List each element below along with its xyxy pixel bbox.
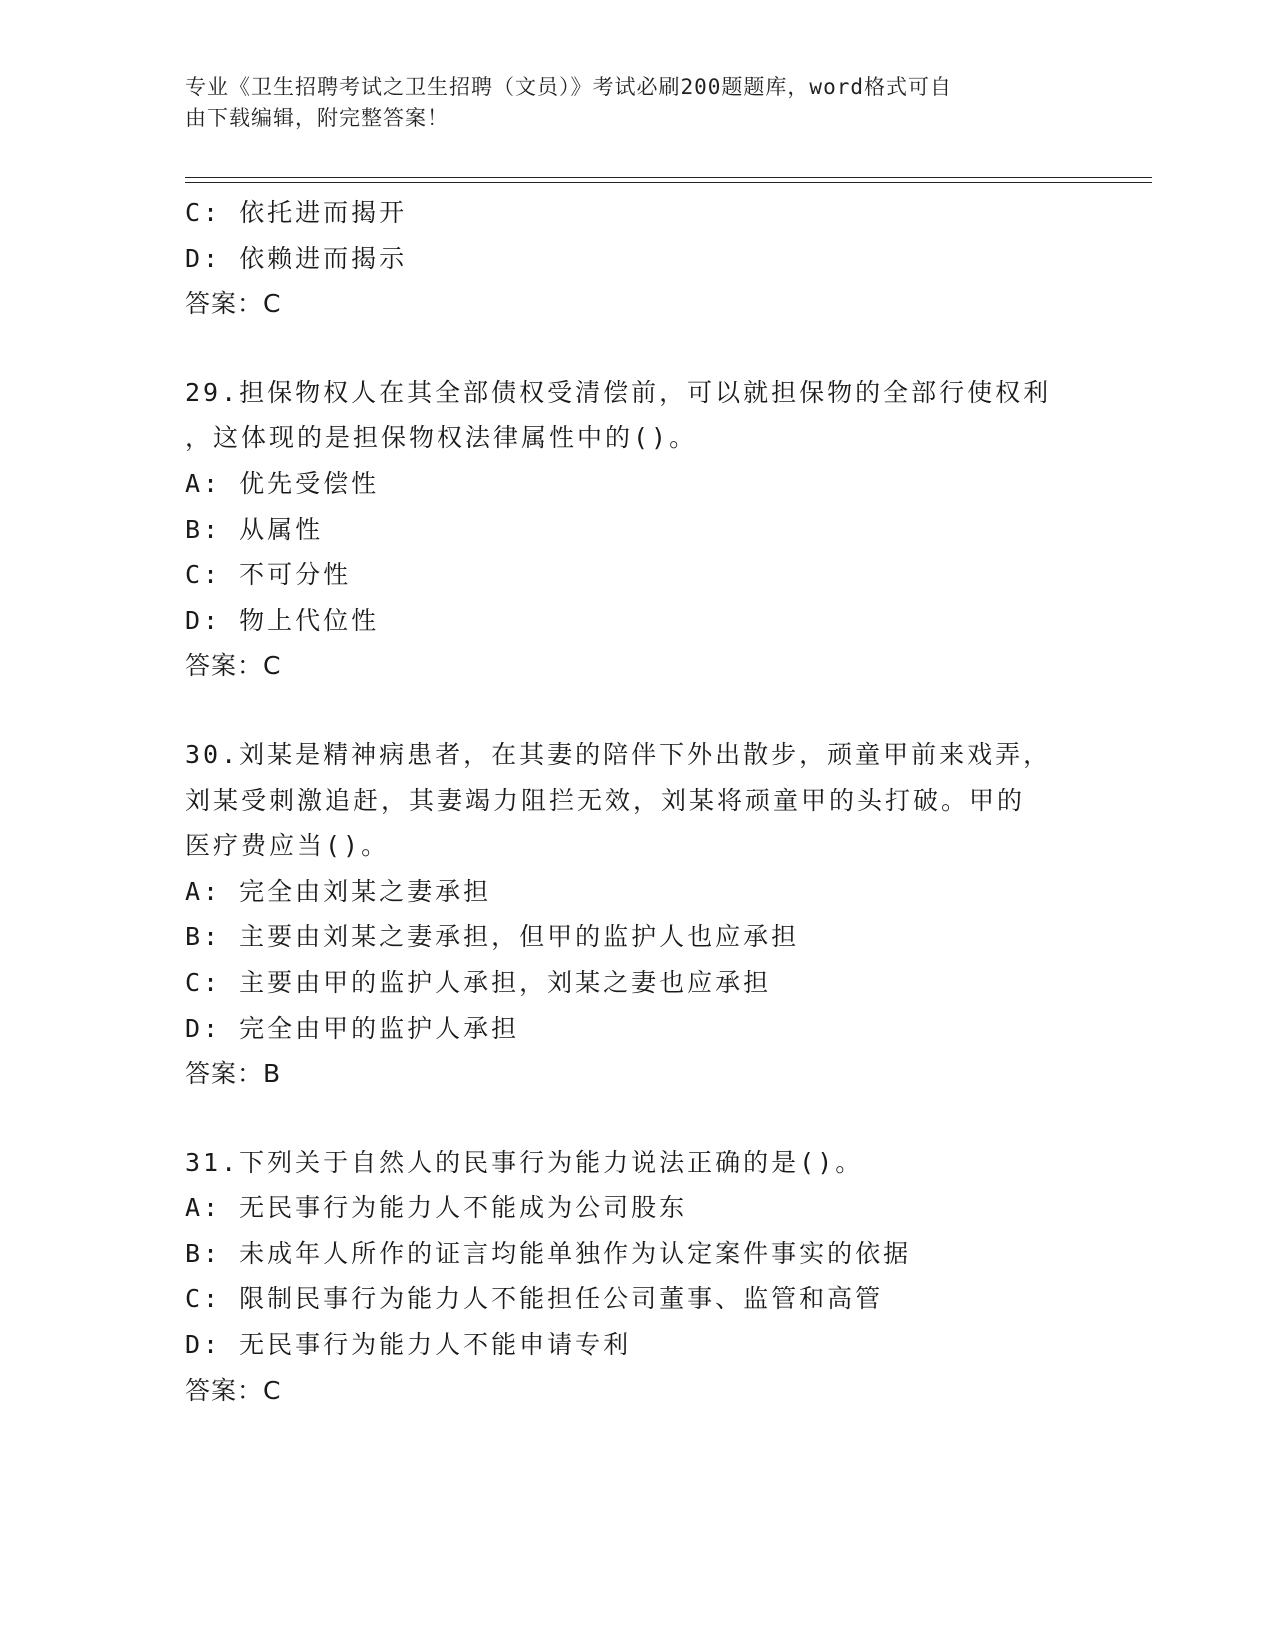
option-d: D: 完全由甲的监护人承担	[185, 1013, 520, 1043]
question-stem: 31.下列关于自然人的民事行为能力说法正确的是()。	[185, 1147, 864, 1177]
header-line-1: 专业《卫生招聘考试之卫生招聘（文员）》考试必刷200题题库，word格式可自	[185, 75, 952, 99]
option-a: A: 完全由刘某之妻承担	[185, 876, 492, 906]
document-header	[185, 72, 1065, 134]
question-stem: 30.刘某是精神病患者，在其妻的陪伴下外出散步，顽童甲前来戏弄，	[185, 739, 1052, 769]
question-list	[185, 190, 1085, 1413]
question-29	[185, 370, 1085, 689]
answer: 答案：C	[185, 289, 282, 319]
header-line-2: 由下载编辑，附完整答案！	[185, 106, 449, 130]
question-stem-cont: 刘某受刺激追赶，其妻竭力阻拦无效，刘某将顽童甲的头打破。甲的	[185, 785, 1026, 815]
option-b: B: 从属性	[185, 514, 324, 544]
question-stem-cont: ，这体现的是担保物权法律属性中的()。	[185, 423, 698, 453]
question-30	[185, 732, 1085, 1097]
option-d: D: 物上代位性	[185, 605, 380, 635]
header-rule-top	[185, 177, 1152, 178]
option-d: D: 依赖进而揭示	[185, 243, 408, 273]
answer: 答案：C	[185, 651, 282, 681]
option-a: A: 优先受偿性	[185, 468, 380, 498]
answer: 答案：B	[185, 1059, 282, 1089]
question-28-tail	[185, 190, 1085, 327]
option-c: C: 不可分性	[185, 560, 352, 590]
option-c: C: 限制民事行为能力人不能担任公司董事、监管和高管	[185, 1284, 884, 1314]
option-b: B: 主要由刘某之妻承担，但甲的监护人也应承担	[185, 922, 800, 952]
option-c: C: 主要由甲的监护人承担，刘某之妻也应承担	[185, 967, 772, 997]
header-rule-bottom	[185, 182, 1152, 183]
option-b: B: 未成年人所作的证言均能单独作为认定案件事实的依据	[185, 1238, 912, 1268]
question-31	[185, 1140, 1085, 1414]
question-stem-cont: 医疗费应当()。	[185, 831, 390, 861]
option-d: D: 无民事行为能力人不能申请专利	[185, 1330, 632, 1360]
option-c: C: 依托进而揭开	[185, 198, 408, 227]
option-a: A: 无民事行为能力人不能成为公司股东	[185, 1193, 688, 1223]
question-stem: 29.担保物权人在其全部债权受清偿前，可以就担保物的全部行使权利	[185, 377, 1052, 407]
answer: 答案：C	[185, 1375, 282, 1405]
